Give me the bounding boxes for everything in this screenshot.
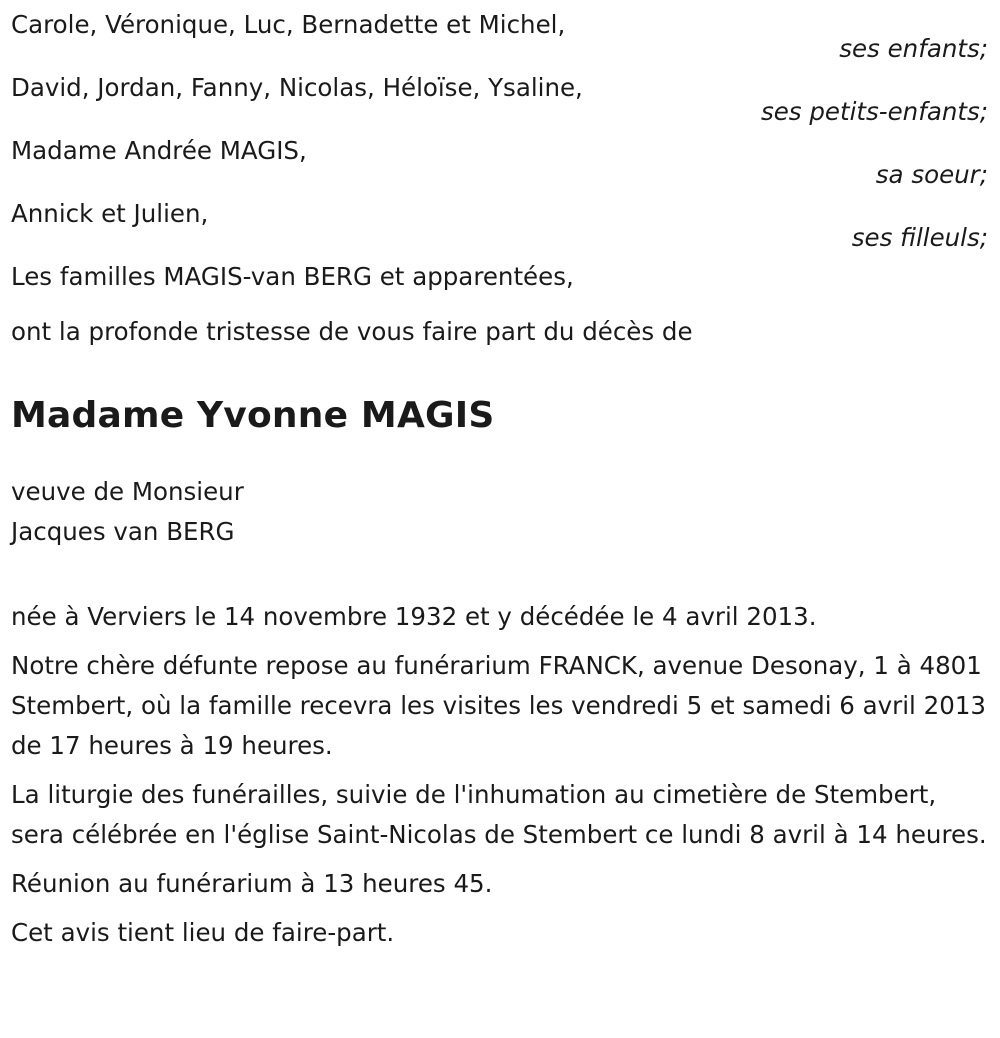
family-role: ses filleuls; xyxy=(851,223,988,252)
liturgy-info: La liturgie des funérailles, suivie de l'inhumation au cimetière de Stembert, sera célébrée en l'église Saint-Nicolas de Stembert ce lundi 8 avril à 14 heures. xyxy=(11,780,987,849)
family-role: sa soeur; xyxy=(875,160,988,189)
spouse-name: Jacques van BERG xyxy=(11,517,235,546)
birth-death-info: née à Verviers le 14 novembre 1932 et y décédée le 4 avril 2013. xyxy=(11,602,817,631)
family-names: Annick et Julien, xyxy=(11,199,209,228)
family-names: Les familles MAGIS-van BERG et apparentées, xyxy=(11,262,574,291)
family-row-grandchildren xyxy=(11,68,988,131)
funerarium-info: Notre chère défunte repose au funérarium FRANCK, avenue Desonay, 1 à 4801 Stembert, où la famille recevra les visites les vendredi 5 et samedi 6 avril 2013 de 17 heures à 19 heures. xyxy=(11,651,986,760)
announcement-intro: ont la profonde tristesse de vous faire part du décès de xyxy=(11,317,693,346)
widow-line: veuve de Monsieur xyxy=(11,477,244,506)
family-names: Carole, Véronique, Luc, Bernadette et Michel, xyxy=(11,10,566,39)
family-row-godchildren xyxy=(11,194,988,257)
family-role: ses petits-enfants; xyxy=(760,97,988,126)
meeting-info: Réunion au funérarium à 13 heures 45. xyxy=(11,869,493,898)
closing-note: Cet avis tient lieu de faire-part. xyxy=(11,918,395,947)
deceased-name: Madame Yvonne MAGIS xyxy=(11,395,495,436)
family-role: ses enfants; xyxy=(839,34,988,63)
family-names: Madame Andrée MAGIS, xyxy=(11,136,307,165)
family-row-children xyxy=(11,5,988,68)
family-row-relatives xyxy=(11,257,988,312)
widow-block xyxy=(11,472,988,552)
family-row-sister xyxy=(11,131,988,194)
family-names: David, Jordan, Fanny, Nicolas, Héloïse, Ysaline, xyxy=(11,73,583,102)
